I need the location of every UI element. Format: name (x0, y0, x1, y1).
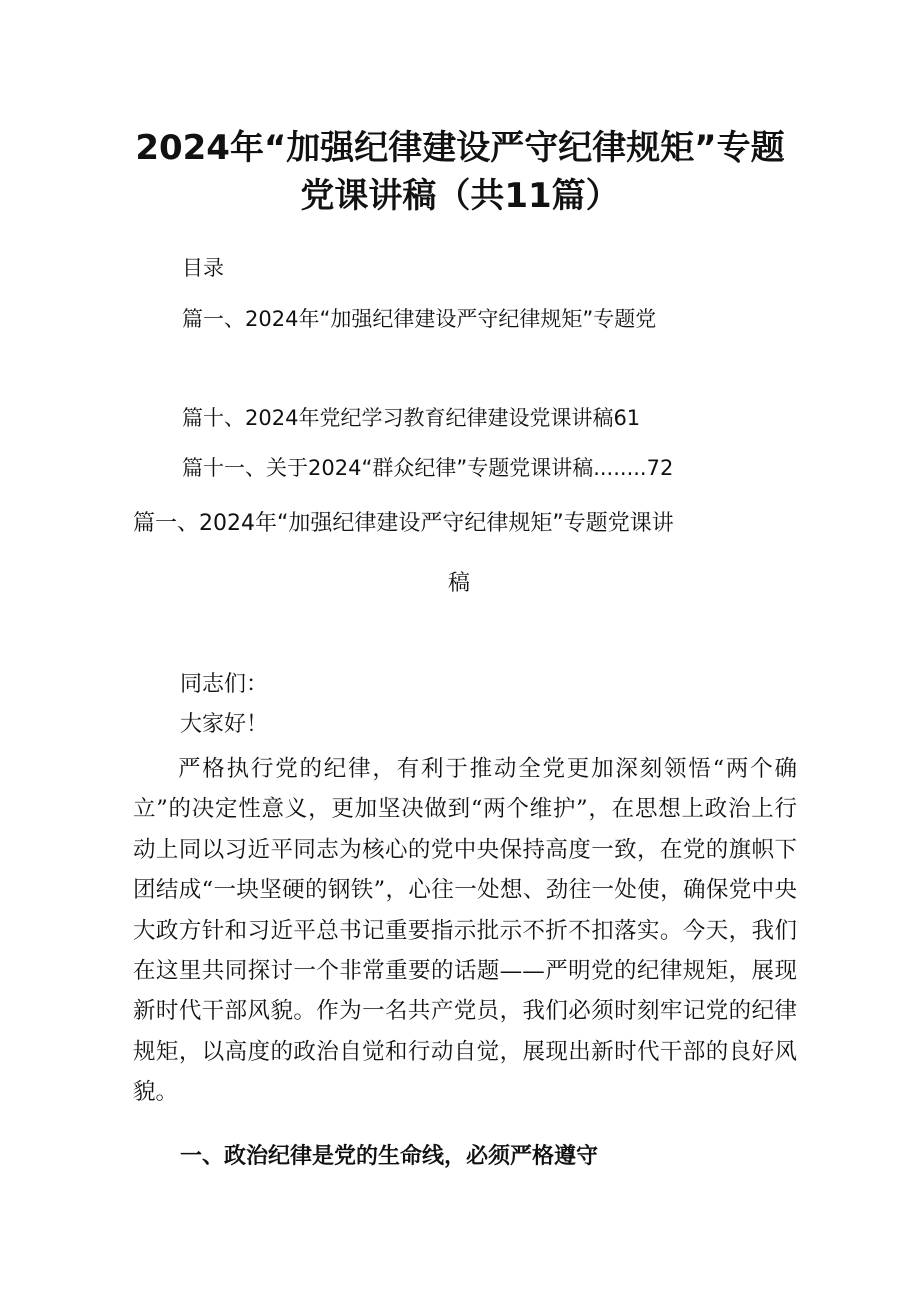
section-subheading: 一、政治纪律是党的生命线，必须严格遵守 (180, 1144, 599, 1169)
document-title-line-2: 党课讲稿（共11篇） (300, 176, 620, 216)
toc-item-10[interactable]: 篇十、2024年党纪学习教育纪律建设党课讲稿61 (182, 406, 641, 430)
toc-heading: 目录 (182, 256, 224, 280)
section-title-line-1: 篇一、2024年“加强纪律建设严守纪律规矩”专题党课讲 (133, 511, 674, 536)
body-paragraph: 严格执行党的纪律，有利于推动全党更加深刻领悟“两个确立”的决定性意义，更加坚决做到“两个维护”，在思想上政治上行动上同以习近平同志为核心的党中央保持高度一致，在党的旗帜下团结成“一块坚硬的钢铁”，心往一处想、劲往一处使，确保党中央大政方针和习近平总书记重要指示批示不折不扣落实。今天，我们在这里共同探讨一个非常重要的话题——严明党的纪律规矩，展现新时代干部风貌。作为一名共产党员，我们必须时刻牢记党的纪律规矩，以高度的政治自觉和行动自觉，展现出新时代干部的良好风貌。 (133, 756, 797, 1106)
greeting: 大家好！ (180, 712, 269, 737)
salutation: 同志们： (180, 672, 269, 697)
document-title-line-1: 2024年“加强纪律建设严守纪律规矩”专题 (135, 128, 785, 168)
section-title-line-2: 稿 (448, 571, 471, 596)
toc-item-1[interactable]: 篇一、2024年“加强纪律建设严守纪律规矩”专题党 (182, 307, 657, 331)
toc-item-11[interactable]: 篇十一、关于2024“群众纪律”专题党课讲稿........72 (182, 456, 674, 480)
